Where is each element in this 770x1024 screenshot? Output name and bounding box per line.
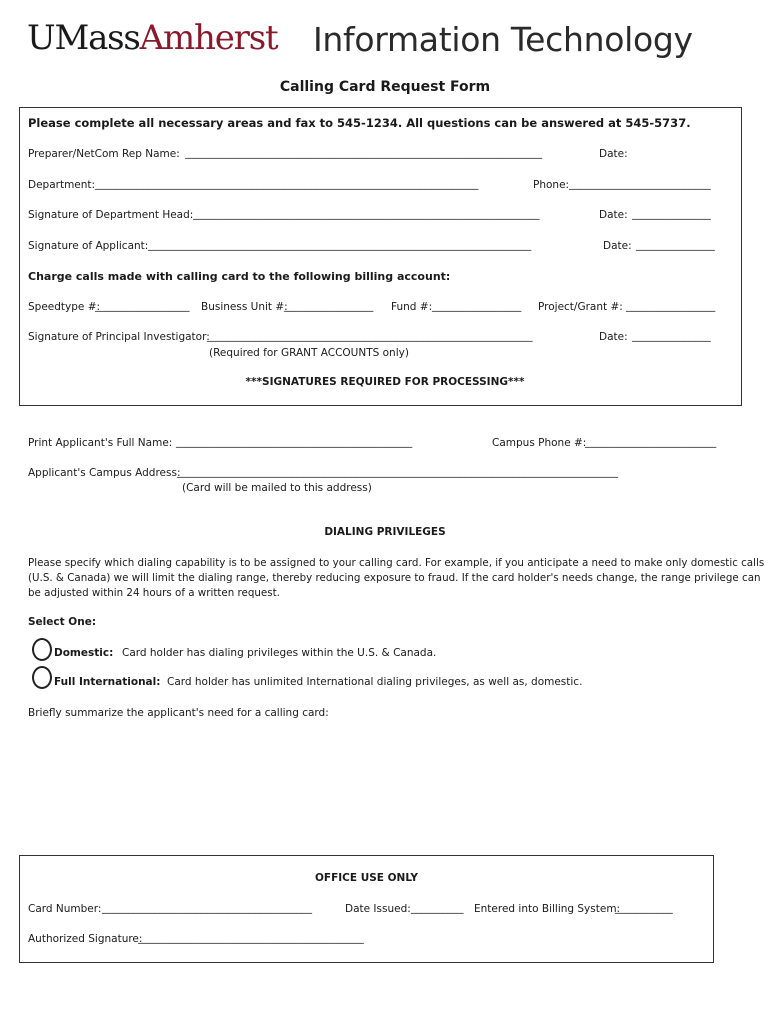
summary-answer-area[interactable] xyxy=(28,724,728,844)
logo-information-technology: Information Technology xyxy=(313,20,693,59)
campus-phone-label: Campus Phone #: xyxy=(492,437,587,449)
full-name-field[interactable]: _____________________________________________ xyxy=(176,436,413,448)
project-grant-label: Project/Grant #: xyxy=(538,301,623,313)
campus-address-field[interactable]: ____________________________________________________________________________________ xyxy=(177,466,618,478)
billing-system-field[interactable]: ___________ xyxy=(615,902,673,914)
business-unit-field[interactable]: _________________ xyxy=(284,300,374,312)
umass-amherst-logo xyxy=(27,18,277,58)
logo-amherst-text: Amherst xyxy=(139,18,278,58)
dept-head-date-label: Date: xyxy=(599,209,628,221)
department-field[interactable]: _________________________________________________________________________ xyxy=(95,178,479,190)
applicant-date-field[interactable]: _______________ xyxy=(636,239,715,251)
campus-phone-field[interactable]: _________________________ xyxy=(585,436,717,448)
project-grant-field[interactable]: _________________ xyxy=(626,300,716,312)
date-issued-field[interactable]: __________ xyxy=(411,902,464,914)
card-number-label: Card Number: xyxy=(28,903,102,915)
dept-head-signature-field[interactable]: __________________________________________________________________ xyxy=(193,208,540,220)
preparer-label: Preparer/NetCom Rep Name: xyxy=(28,148,180,160)
dialing-paragraph-line3: be adjusted within 24 hours of a written request. xyxy=(28,587,280,599)
authorized-signature-field[interactable]: ___________________________________________ xyxy=(138,932,364,944)
speedtype-field[interactable]: __________________ xyxy=(95,300,190,312)
full-international-label: Full International: xyxy=(54,676,161,688)
logo-umass-text: UMass xyxy=(27,18,140,58)
summary-prompt: Briefly summarize the applicant's need for a calling card: xyxy=(28,707,329,719)
phone-label: Phone: xyxy=(533,179,570,191)
dept-head-signature-label: Signature of Department Head: xyxy=(28,209,194,221)
applicant-date-label: Date: xyxy=(603,240,632,252)
authorized-signature-label: Authorized Signature: xyxy=(28,933,143,945)
dialing-paragraph-line1: Please specify which dialing capability is to be assigned to your calling card. For example, if you anticipate a need to make only domestic calls xyxy=(28,557,765,569)
full-name-label: Print Applicant's Full Name: xyxy=(28,437,173,449)
dept-head-date-field[interactable]: _______________ xyxy=(632,208,711,220)
phone-field[interactable]: ___________________________ xyxy=(569,178,711,190)
applicant-signature-field[interactable]: _________________________________________________________________________ xyxy=(148,239,532,251)
fund-label: Fund #: xyxy=(391,301,433,313)
billing-heading: Charge calls made with calling card to the following billing account: xyxy=(28,270,451,283)
address-note: (Card will be mailed to this address) xyxy=(182,482,372,494)
pi-date-field[interactable]: _______________ xyxy=(632,330,711,342)
instructions-text: Please complete all necessary areas and fax to 545-1234. All questions can be answered at 545-5737. xyxy=(28,116,691,130)
full-international-description: Card holder has unlimited International dialing privileges, as well as, domestic. xyxy=(167,676,583,688)
dialing-paragraph-line2: (U.S. & Canada) we will limit the dialing range, thereby reducing exposure to fraud. If the card holder's needs change, the range privilege can xyxy=(28,572,761,584)
campus-address-label: Applicant's Campus Address: xyxy=(28,467,181,479)
domestic-radio[interactable] xyxy=(32,638,52,661)
office-use-heading: OFFICE USE ONLY xyxy=(314,872,418,884)
select-one-label: Select One: xyxy=(28,616,97,628)
fund-field[interactable]: _________________ xyxy=(432,300,522,312)
business-unit-label: Business Unit #: xyxy=(201,301,288,313)
pi-date-label: Date: xyxy=(599,331,628,343)
card-number-field[interactable]: ________________________________________ xyxy=(102,902,312,914)
full-international-radio[interactable] xyxy=(32,666,52,689)
pi-signature-field[interactable]: ______________________________________________________________ xyxy=(207,330,533,342)
dialing-privileges-heading: DIALING PRIVILEGES xyxy=(324,526,446,538)
preparer-name-field[interactable]: ____________________________________________________________________ xyxy=(185,147,542,159)
date-issued-label: Date Issued: xyxy=(345,903,411,915)
applicant-signature-label: Signature of Applicant: xyxy=(28,240,149,252)
domestic-label: Domestic: xyxy=(54,647,114,659)
domestic-description: Card holder has dialing privileges within the U.S. & Canada. xyxy=(122,647,437,659)
preparer-date-label: Date: xyxy=(599,148,628,160)
pi-note: (Required for GRANT ACCOUNTS only) xyxy=(209,347,409,359)
billing-system-label: Entered into Billing System: xyxy=(474,903,621,915)
department-label: Department: xyxy=(28,179,96,191)
pi-signature-label: Signature of Principal Investigator: xyxy=(28,331,210,343)
signatures-required-notice: ***SIGNATURES REQUIRED FOR PROCESSING*** xyxy=(245,376,525,388)
form-title: Calling Card Request Form xyxy=(279,79,491,95)
speedtype-label: Speedtype #: xyxy=(28,301,101,313)
